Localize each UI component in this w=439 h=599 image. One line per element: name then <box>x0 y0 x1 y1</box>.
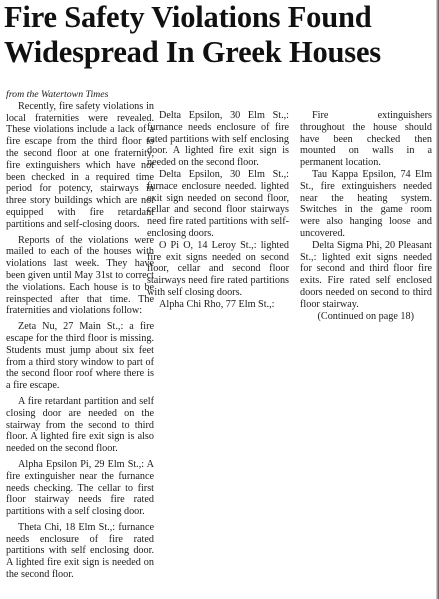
paragraph: A fire retardant partition and self closing door are needed on the stairway from the second to third floor. A lighted fire exit sign is also needed on the second floor. <box>6 395 154 455</box>
paragraph: Fire extinguishers throughout the house should have been checked then mounted on walls in a permanent location. <box>300 110 432 169</box>
paragraph: Theta Chi, 18 Elm St.,: furnance needs enclosure of fire rated partitions with self enclosing door. A lighted fire exit sign is needed on the second floor. <box>6 521 154 581</box>
paragraph: Reports of the violations were mailed to each of the houses with violations last week. They have been given until May 31st to correct the violations. Each house is to be reinspected after that time. The fraternities and violations follow: <box>6 234 154 317</box>
article-column-3 <box>300 110 432 322</box>
paragraph: O Pi O, 14 Leroy St.,: lighted fire exit signs needed on second floor, cellar and second floor stairways need fire rated partitions with self closing doors. <box>147 239 289 298</box>
byline: from the Watertown Times <box>6 89 109 100</box>
paragraph: Delta Sigma Phi, 20 Pleasant St.,: lighted exit signs needed for second and third floor fire exits. Fire rated self enclosed doors needed on second to third floor stairway. <box>300 239 432 310</box>
paragraph: Delta Epsilon, 30 Elm St.,: furnace enclosure needed. lighted exit sign needed on second floor, cellar and second floor stairways need fire rated partitions with self-enclosing doors. <box>147 168 289 239</box>
continued-note: (Continued on page 18) <box>317 310 414 322</box>
headline-line-2: Widespread In Greek Houses <box>4 35 381 69</box>
paragraph: Alpha Chi Rho, 77 Elm St.,: <box>159 298 275 310</box>
paragraph: Recently, fire safety violations in local fraternities were revealed. These violations include a lack of a fire escape from the third floor to the second floor at one fraternity, fire extinguishers which have not been checked in a required time period for potency, stairways in three story buildings which are not equipped with fire retardant partitions and self-closing doors. <box>6 100 154 230</box>
paragraph: Zeta Nu, 27 Main St.,: a fire escape for the third floor is missing. Students must jump about six feet from a third story window to part of the second floor roof where there is a fire escape. <box>6 321 154 392</box>
headline-line-1: Fire Safety Violations Found <box>4 0 372 34</box>
article-column-1 <box>6 89 154 581</box>
paragraph: Alpha Epsilon Pi, 29 Elm St.,: A fire extinguisher near the furnance needs checking. The cellar to first floor stairway needs fire rated partitions with a self closing door. <box>6 458 154 518</box>
article-column-2 <box>147 110 289 311</box>
paragraph: Delta Epsilon, 30 Elm St.,: furnance needs enclosure of fire rated partitions with self enclosing door. A lighted fire exit sign is needed on the second floor. <box>147 110 289 169</box>
headline <box>4 0 434 70</box>
paragraph: Tau Kappa Epsilon, 74 Elm St., fire extinguishers needed near the heating system. Switches in the game room were also hanging loose and uncovered. <box>300 168 432 239</box>
